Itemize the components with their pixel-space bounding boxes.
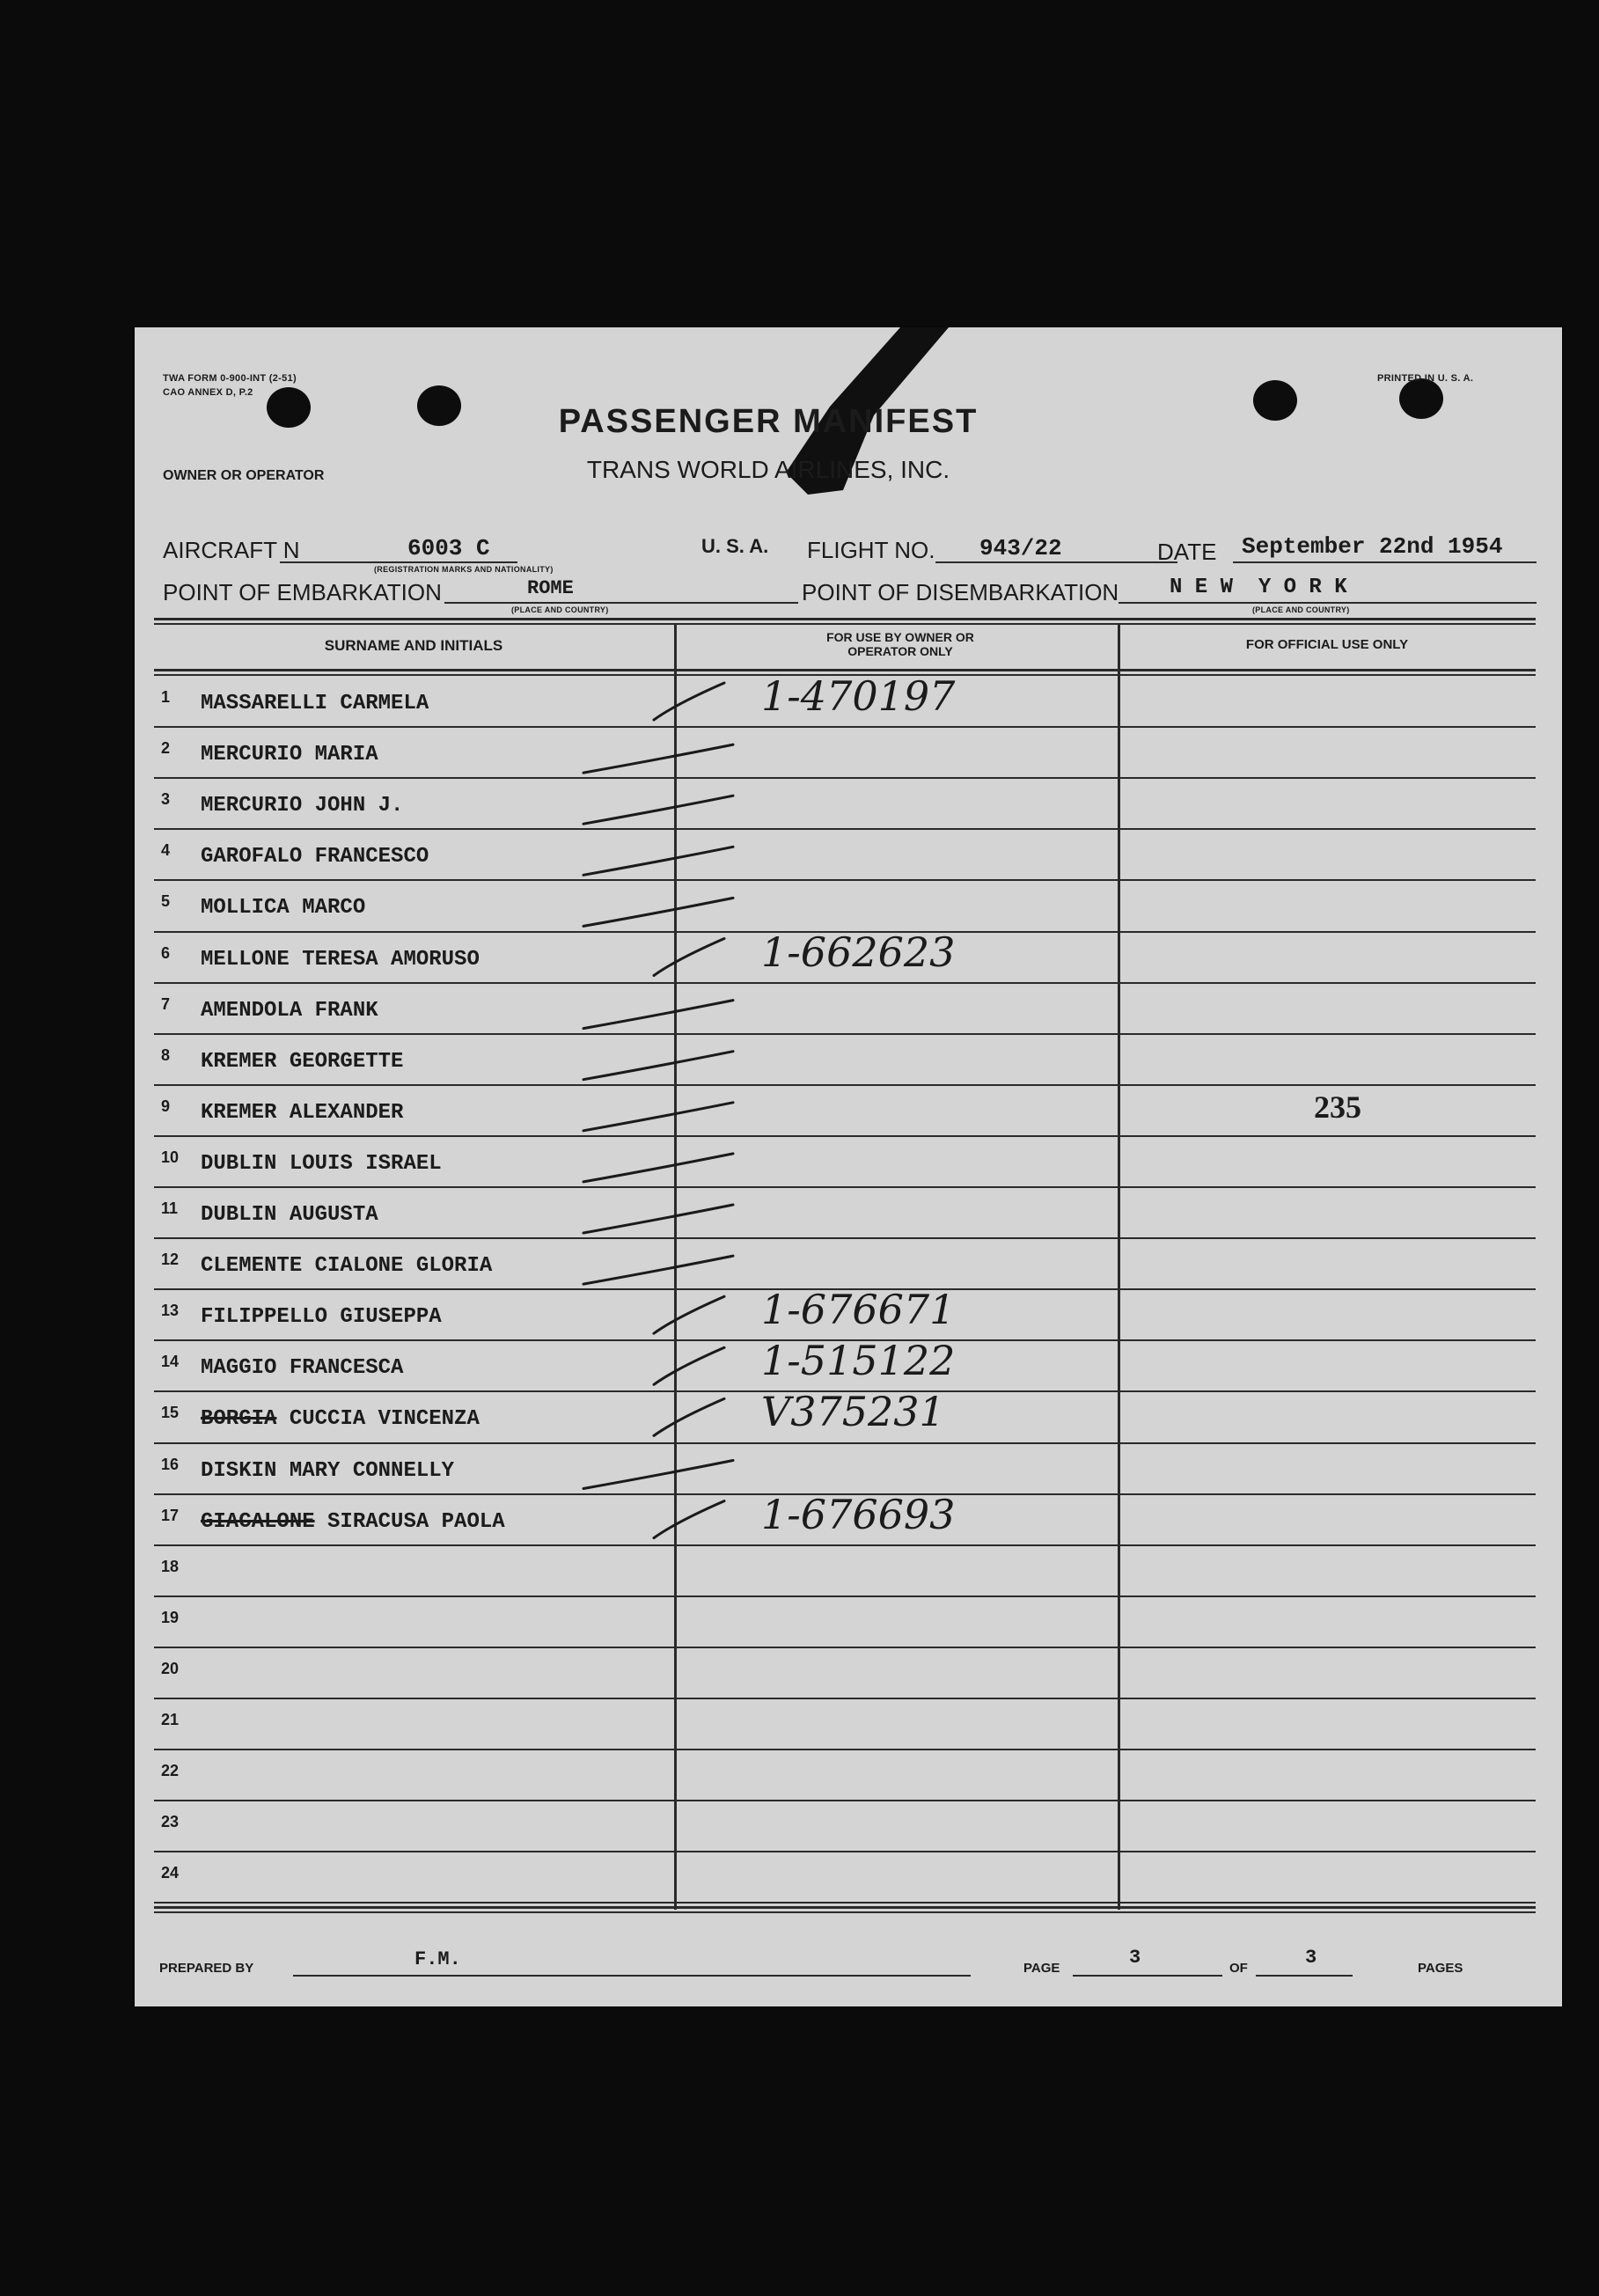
row-number: 6 bbox=[161, 943, 171, 962]
row-number: 7 bbox=[161, 994, 171, 1013]
row-number: 11 bbox=[161, 1199, 179, 1217]
row-number: 4 bbox=[161, 841, 171, 860]
row-number: 22 bbox=[161, 1762, 180, 1780]
of-label: OF bbox=[1229, 1961, 1248, 1976]
passenger-name-text: KREMER GEORGETTE bbox=[201, 1049, 404, 1074]
check-mark-stroke bbox=[583, 1154, 733, 1182]
row-number: 2 bbox=[161, 739, 171, 758]
registration-caption: (REGISTRATION MARKS AND NATIONALITY) bbox=[374, 565, 554, 574]
aircraft-label: AIRCRAFT N bbox=[163, 537, 300, 563]
country-label: U. S. A. bbox=[701, 535, 769, 557]
passenger-name-text: MERCURIO JOHN J. bbox=[201, 794, 404, 818]
check-mark-stroke bbox=[583, 1256, 733, 1284]
passenger-name-text: MELLONE TERESA AMORUSO bbox=[201, 947, 480, 972]
passenger-name-text: SIRACUSA PAOLA bbox=[327, 1509, 505, 1534]
row-number: 16 bbox=[161, 1455, 180, 1473]
row-number: 20 bbox=[161, 1659, 180, 1677]
total-pages: 3 bbox=[1305, 1947, 1317, 1969]
check-mark-stroke bbox=[654, 1398, 724, 1435]
column-header-surname: SURNAME AND INITIALS bbox=[324, 637, 503, 654]
passenger-manifest-form bbox=[135, 327, 1562, 2006]
passenger-name-text: DUBLIN LOUIS ISRAEL bbox=[201, 1151, 442, 1176]
date-label: DATE bbox=[1157, 539, 1217, 565]
official-use-number: 235 bbox=[1314, 1089, 1361, 1125]
check-mark-stroke bbox=[583, 1001, 733, 1029]
ticket-number: 1-676671 bbox=[761, 1286, 956, 1334]
check-mark-stroke bbox=[583, 1103, 733, 1131]
passenger-name-text: FILIPPELLO GIUSEPPA bbox=[201, 1305, 442, 1330]
embarkation-caption: (PLACE AND COUNTRY) bbox=[511, 605, 609, 614]
annex-reference: CAO ANNEX D, P.2 bbox=[163, 387, 253, 398]
ticket-number: V375231 bbox=[761, 1388, 945, 1436]
page-label: PAGE bbox=[1023, 1961, 1060, 1976]
disembarkation-value: N E W Y O R K bbox=[1170, 576, 1347, 599]
row-number: 3 bbox=[161, 790, 171, 809]
row-number: 17 bbox=[161, 1506, 180, 1524]
prepared-by-label: PREPARED BY bbox=[159, 1961, 254, 1976]
passenger-name-text: MAGGIO FRANCESCA bbox=[201, 1356, 404, 1381]
passenger-name-text: MOLLICA MARCO bbox=[201, 896, 366, 921]
passenger-name-text: DUBLIN AUGUSTA bbox=[201, 1203, 378, 1227]
check-mark-stroke bbox=[654, 1296, 724, 1333]
pages-label: PAGES bbox=[1418, 1961, 1463, 1976]
row-number: 1 bbox=[161, 688, 171, 706]
row-number: 18 bbox=[161, 1557, 180, 1575]
prepared-by-value: F.M. bbox=[414, 1948, 461, 1970]
row-number: 8 bbox=[161, 1045, 171, 1064]
disembarkation-caption: (PLACE AND COUNTRY) bbox=[1252, 605, 1350, 614]
struck-surname: GIACALONE bbox=[201, 1509, 315, 1534]
disembarkation-label: POINT OF DISEMBARKATION bbox=[802, 579, 1119, 605]
row-number: 23 bbox=[161, 1813, 180, 1831]
owner-label: OWNER OR OPERATOR bbox=[163, 468, 325, 483]
page-title: PASSENGER MANIFEST bbox=[558, 403, 979, 440]
struck-surname: BORGIA bbox=[201, 1407, 277, 1432]
check-mark-stroke bbox=[583, 1461, 733, 1489]
passenger-name-text: CUCCIA VINCENZA bbox=[289, 1407, 480, 1432]
passenger-name-text: AMENDOLA FRANK bbox=[201, 998, 378, 1023]
check-mark-stroke bbox=[654, 683, 724, 720]
row-number: 21 bbox=[161, 1711, 180, 1728]
row-number: 5 bbox=[161, 892, 171, 911]
check-mark-stroke bbox=[654, 1347, 724, 1384]
carrier-name: TRANS WORLD AIRLINES, INC. bbox=[586, 456, 950, 483]
row-number: 12 bbox=[161, 1251, 180, 1269]
form-number: TWA FORM 0-900-INT (2-51) bbox=[163, 373, 297, 384]
printed-in: PRINTED IN U. S. A. bbox=[1377, 373, 1474, 384]
column-header-owner: FOR USE BY OWNER OR OPERATOR ONLY bbox=[826, 630, 974, 658]
check-mark-stroke bbox=[583, 796, 733, 824]
row-number: 13 bbox=[161, 1302, 180, 1320]
ticket-number: 1-515122 bbox=[761, 1337, 956, 1385]
ticket-number: 1-676693 bbox=[761, 1490, 956, 1538]
passenger-name-text: DISKIN MARY CONNELLY bbox=[201, 1458, 455, 1483]
check-mark-stroke bbox=[583, 847, 733, 875]
check-mark-stroke bbox=[583, 745, 733, 773]
check-mark-stroke bbox=[654, 939, 724, 976]
check-mark-stroke bbox=[583, 1205, 733, 1233]
passenger-name-text: CLEMENTE CIALONE GLORIA bbox=[201, 1254, 493, 1279]
check-mark-stroke bbox=[583, 1052, 733, 1080]
row-number: 24 bbox=[161, 1864, 180, 1882]
date-value: September 22nd 1954 bbox=[1242, 533, 1503, 560]
row-number: 9 bbox=[161, 1097, 171, 1115]
check-mark-stroke bbox=[654, 1501, 724, 1538]
handwritten-check-marks bbox=[135, 327, 1562, 2006]
passenger-name-text: MERCURIO MARIA bbox=[201, 743, 378, 767]
row-number: 10 bbox=[161, 1148, 180, 1166]
page-number: 3 bbox=[1129, 1947, 1141, 1969]
flight-value: 943/22 bbox=[979, 535, 1062, 561]
passenger-name-text: GAROFALO FRANCESCO bbox=[201, 845, 429, 869]
column-header-official: FOR OFFICIAL USE ONLY bbox=[1245, 637, 1409, 652]
row-number: 19 bbox=[161, 1608, 180, 1626]
check-mark-stroke bbox=[583, 898, 733, 926]
row-number: 14 bbox=[161, 1353, 180, 1371]
aircraft-value: 6003 C bbox=[407, 535, 490, 561]
embarkation-label: POINT OF EMBARKATION bbox=[163, 579, 442, 605]
ticket-number: 1-470197 bbox=[761, 672, 956, 720]
flight-label: FLIGHT NO. bbox=[807, 537, 935, 563]
passenger-name-text: MASSARELLI CARMELA bbox=[201, 692, 429, 715]
embarkation-value: ROME bbox=[527, 577, 574, 599]
passenger-name-text: KREMER ALEXANDER bbox=[201, 1100, 404, 1125]
row-number: 15 bbox=[161, 1404, 180, 1422]
ticket-number: 1-662623 bbox=[761, 928, 956, 976]
